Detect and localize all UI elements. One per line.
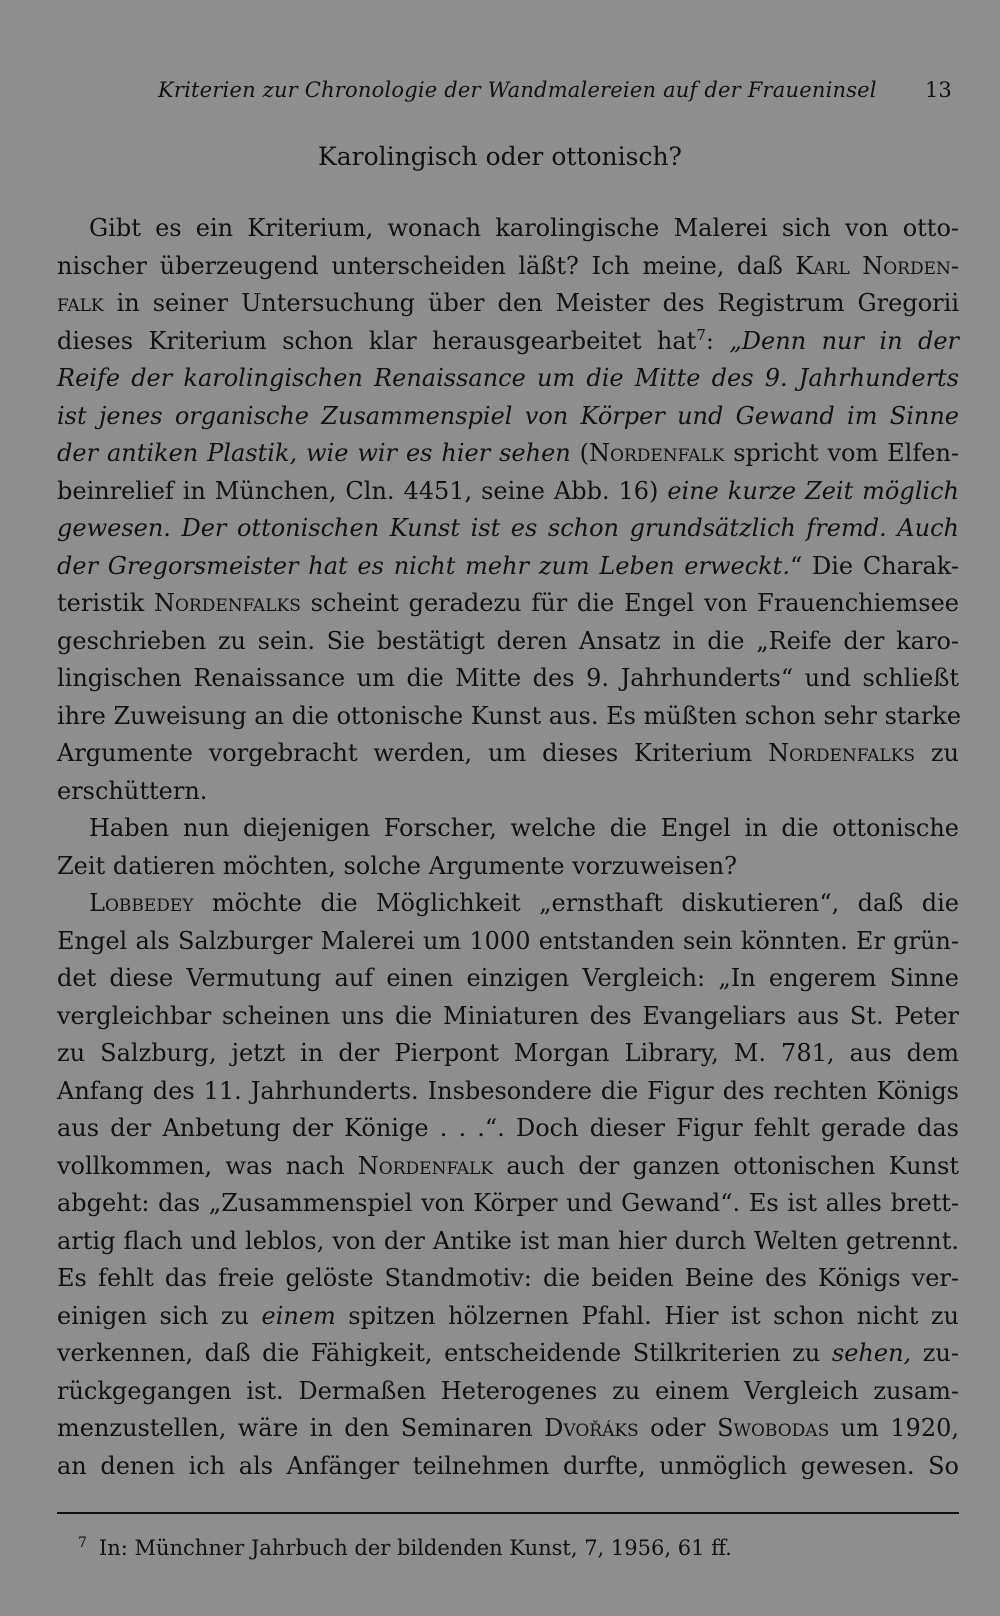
text-line: erschüttern. xyxy=(57,776,208,805)
text-line: einigen sich zu einem spitzen hölzernen Pfahl. Hier ist schon nicht zu xyxy=(57,1301,959,1330)
author-name: Nordenfalks xyxy=(768,739,916,767)
author-name: Nordenfalk xyxy=(357,1151,494,1180)
text-line: zu Salzburg, jetzt in der Pierpont Morgan Library, M. 781, aus dem xyxy=(57,1039,959,1067)
text-line: Gibt es ein Kriterium, wonach karolingische Malerei sich von otto- xyxy=(89,214,959,242)
text-line: gewesen. Der ottonischen Kunst ist es schon grundsätzlich fremd. Auch xyxy=(57,514,959,542)
text-line: menzustellen, wäre in den Seminaren Dvořáks oder Swobodas um 1920, xyxy=(57,1414,959,1442)
text-line: Es fehlt das freie gelöste Standmotiv: die beiden Beine des Königs ver- xyxy=(57,1264,959,1292)
author-name: Dvořáks xyxy=(544,1414,639,1442)
footnote-reference: 7 xyxy=(696,325,706,344)
text-line: Zeit datieren möchten, solche Argumente vorzuweisen? xyxy=(57,851,737,880)
footnote-number: 7 xyxy=(78,1535,87,1551)
text-line: Haben nun diejenigen Forscher, welche die Engel in die ottonische xyxy=(89,814,959,842)
text-line: falk in seiner Untersuchung über den Meister des Registrum Gregorii xyxy=(57,289,959,317)
page-number: 13 xyxy=(925,78,952,102)
author-name: Nordenfalks xyxy=(153,589,301,617)
text-line: Engel als Salzburger Malerei um 1000 entstanden sein könnten. Er grün- xyxy=(57,926,959,955)
footnote xyxy=(78,1535,732,1560)
author-name: Swobodas xyxy=(717,1414,830,1442)
author-name: Nordenfalk xyxy=(589,439,725,467)
footnote-divider xyxy=(57,1512,959,1514)
text-line: an denen ich als Anfänger teilnehmen durfte, unmöglich gewesen. So xyxy=(57,1451,959,1480)
text-line: nischer überzeugend unterscheiden läßt? Ich meine, daß Karl Norden- xyxy=(57,251,960,280)
text-line: aus der Anbetung der Könige . . .“. Doch dieser Figur fehlt gerade das xyxy=(57,1114,959,1142)
text-line: Argumente vorgebracht werden, um dieses Kriterium Nordenfalks zu xyxy=(57,739,959,767)
text-line: dieses Kriterium schon klar herausgearbeitet hat$^7$: „Denn nur in der xyxy=(57,325,959,355)
text-line: geschrieben zu sein. Sie bestätigt deren Ansatz in die „Reife der karo- xyxy=(57,626,959,655)
text-line: rückgegangen ist. Dermaßen Heterogenes zu einem Vergleich zusam- xyxy=(57,1376,959,1405)
running-header: Kriterien zur Chronologie der Wandmalereien auf der Fraueninsel xyxy=(158,78,877,102)
text-line: ist jenes organische Zusammenspiel von Körper und Gewand im Sinne xyxy=(57,401,959,430)
text-line: abgeht: das „Zusammenspiel von Körper und Gewand“. Es ist alles brett- xyxy=(57,1189,959,1217)
text-line: ihre Zuweisung an die ottonische Kunst aus. Es müßten schon sehr starke xyxy=(57,701,962,730)
text-line: beinrelief in München, Cln. 4451, seine Abb. 16) eine kurze Zeit möglich xyxy=(57,476,959,505)
text-line: Lobbedey möchte die Möglichkeit „ernsthaft diskutieren“, daß die xyxy=(89,889,959,917)
text-line: det diese Vermutung auf einen einzigen Vergleich: „In engerem Sinne xyxy=(57,964,959,992)
text-line: verkennen, daß die Fähigkeit, entscheidende Stilkriterien zu sehen, zu- xyxy=(57,1339,959,1367)
footnote-text: In: Münchner Jahrbuch der bildenden Kunst, 7, 1956, 61 ff. xyxy=(98,1536,732,1560)
author-name: Karl Norden- xyxy=(795,251,960,280)
text-line: lingischen Renaissance um die Mitte des 9. Jahrhunderts“ und schließt xyxy=(57,664,959,692)
text-line: teristik Nordenfalks scheint geradezu für die Engel von Frauenchiemsee xyxy=(57,589,959,617)
author-name: Lobbedey xyxy=(89,889,194,917)
text-line: der antiken Plastik, wie wir es hier sehen (Nordenfalk spricht vom Elfen- xyxy=(57,439,960,467)
text-line: vergleichbar scheinen uns die Miniaturen des Evangeliars aus St. Peter xyxy=(57,1001,959,1030)
section-heading: Karolingisch oder ottonisch? xyxy=(318,142,682,171)
text-line: vollkommen, was nach Nordenfalk auch der ganzen ottonischen Kunst xyxy=(57,1151,959,1180)
author-name: falk xyxy=(57,289,104,317)
text-line: Reife der karolingischen Renaissance um die Mitte des 9. Jahrhunderts xyxy=(57,364,959,392)
text-line: Anfang des 11. Jahrhunderts. Insbesondere die Figur des rechten Königs xyxy=(57,1076,959,1105)
text-line: artig flach und leblos, von der Antike ist man hier durch Welten getrennt. xyxy=(57,1226,959,1255)
body-text xyxy=(57,210,962,1485)
text-line: der Gregorsmeister hat es nicht mehr zum Leben erweckt.“ Die Charak- xyxy=(57,551,959,580)
